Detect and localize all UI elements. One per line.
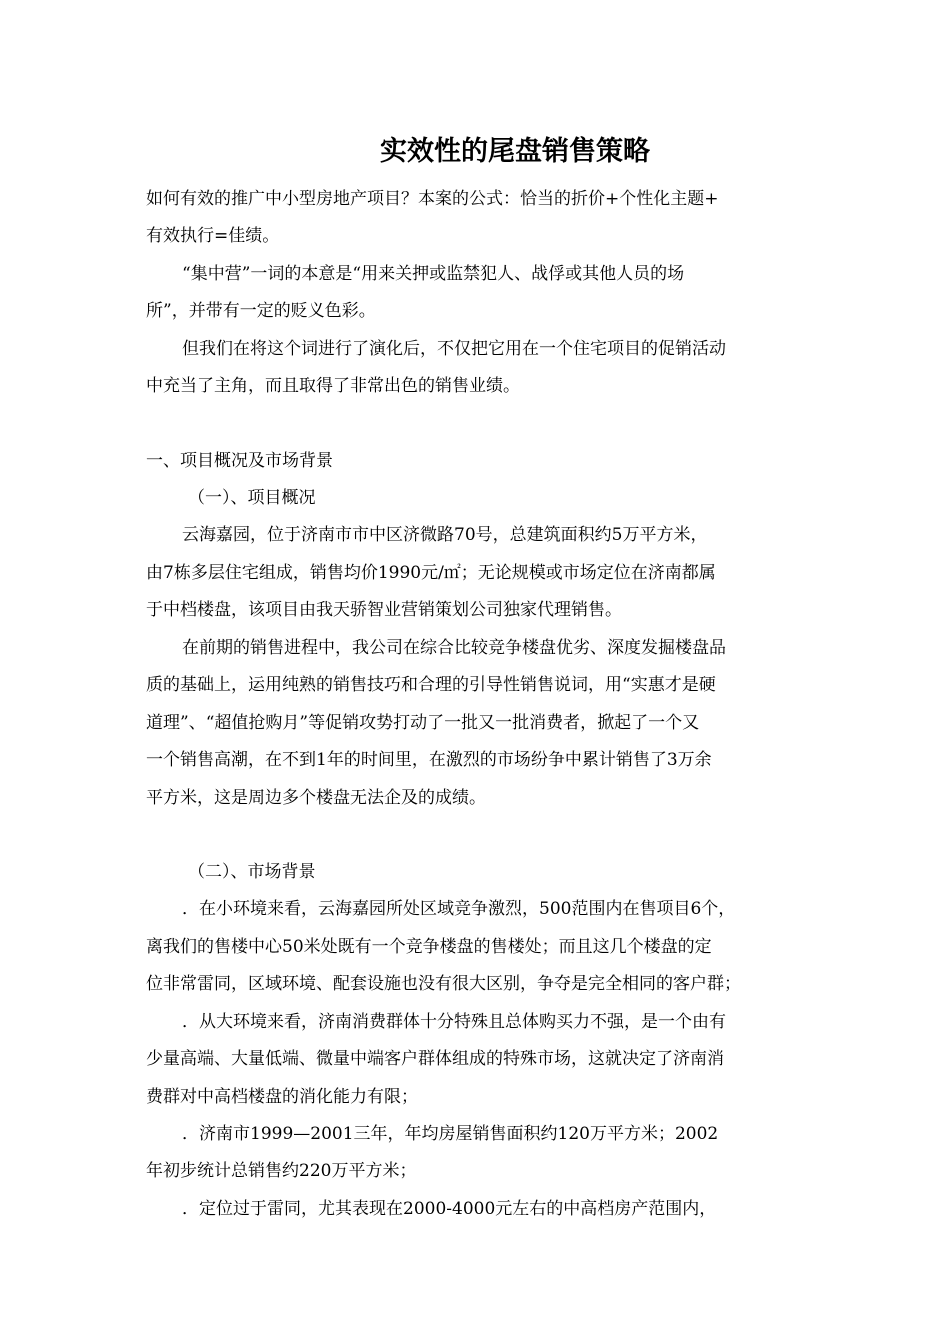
paragraph-line: 所”，并带有一定的贬义色彩。 (146, 301, 376, 321)
paragraph-line: 少量高端、大量低端、微量中端客户群体组成的特殊市场，这就决定了济南消 (146, 1049, 724, 1069)
paragraph-line: “集中营”一词的本意是“用来关押或监禁犯人、战俘或其他人员的场 (182, 264, 685, 284)
paragraph-line: ．从大环境来看，济南消费群体十分特殊且总体购买力不强，是一个由有 (182, 1012, 726, 1032)
paragraph-line: 在前期的销售进程中，我公司在综合比较竞争楼盘优劣、深度发掘楼盘品 (182, 638, 726, 658)
paragraph-line: 位非常雷同，区域环境、配套设施也没有很大区别，争夺是完全相同的客户群； (146, 974, 741, 994)
paragraph-line: 由7栋多层住宅组成，销售均价1990元/㎡；无论规模或市场定位在济南都属 (146, 563, 716, 583)
paragraph-line: 年初步统计总销售约220万平方米； (146, 1161, 417, 1181)
section-heading: 一、项目概况及市场背景 (146, 451, 333, 471)
paragraph-line: 于中档楼盘，该项目由我天骄智业营销策划公司独家代理销售。 (146, 600, 622, 620)
paragraph-line: 道理”、“超值抢购月”等促销攻势打动了一批又一批消费者，掀起了一个又 (146, 713, 700, 733)
paragraph-line: 费群对中高档楼盘的消化能力有限； (146, 1087, 418, 1107)
paragraph-line: 有效执行=佳绩。 (146, 226, 280, 246)
subsection-heading: （二）、市场背景 (188, 862, 316, 882)
paragraph-line: ．定位过于雷同，尤其表现在2000-4000元左右的中高档房产范围内， (182, 1199, 717, 1219)
subsection-heading: （一）、项目概况 (188, 488, 316, 508)
paragraph-line: 平方米，这是周边多个楼盘无法企及的成绩。 (146, 788, 486, 808)
paragraph-line: ．济南市1999—2001三年，年均房屋销售面积约120万平方米；2002 (182, 1124, 719, 1144)
paragraph-line: 中充当了主角，而且取得了非常出色的销售业绩。 (146, 376, 520, 396)
paragraph-line: 如何有效的推广中小型房地产项目？本案的公式：恰当的折价+个性化主题+ (146, 189, 719, 209)
document-title: 实效性的尾盘销售策略 (380, 136, 650, 167)
paragraph-line: 但我们在将这个词进行了演化后，不仅把它用在一个住宅项目的促销活动 (182, 339, 726, 359)
paragraph-line: 一个销售高潮，在不到1年的时间里，在激烈的市场纷争中累计销售了3万余 (146, 750, 712, 770)
paragraph-line: ．在小环境来看，云海嘉园所处区域竞争激烈，500范围内在售项目6个， (182, 899, 736, 919)
paragraph-line: 离我们的售楼中心50米处既有一个竞争楼盘的售楼处；而且这几个楼盘的定 (146, 937, 712, 957)
paragraph-line: 云海嘉园，位于济南市市中区济微路70号，总建筑面积约5万平方米， (182, 525, 708, 545)
paragraph-line: 质的基础上，运用纯熟的销售技巧和合理的引导性销售说词，用“实惠才是硬 (146, 675, 716, 695)
